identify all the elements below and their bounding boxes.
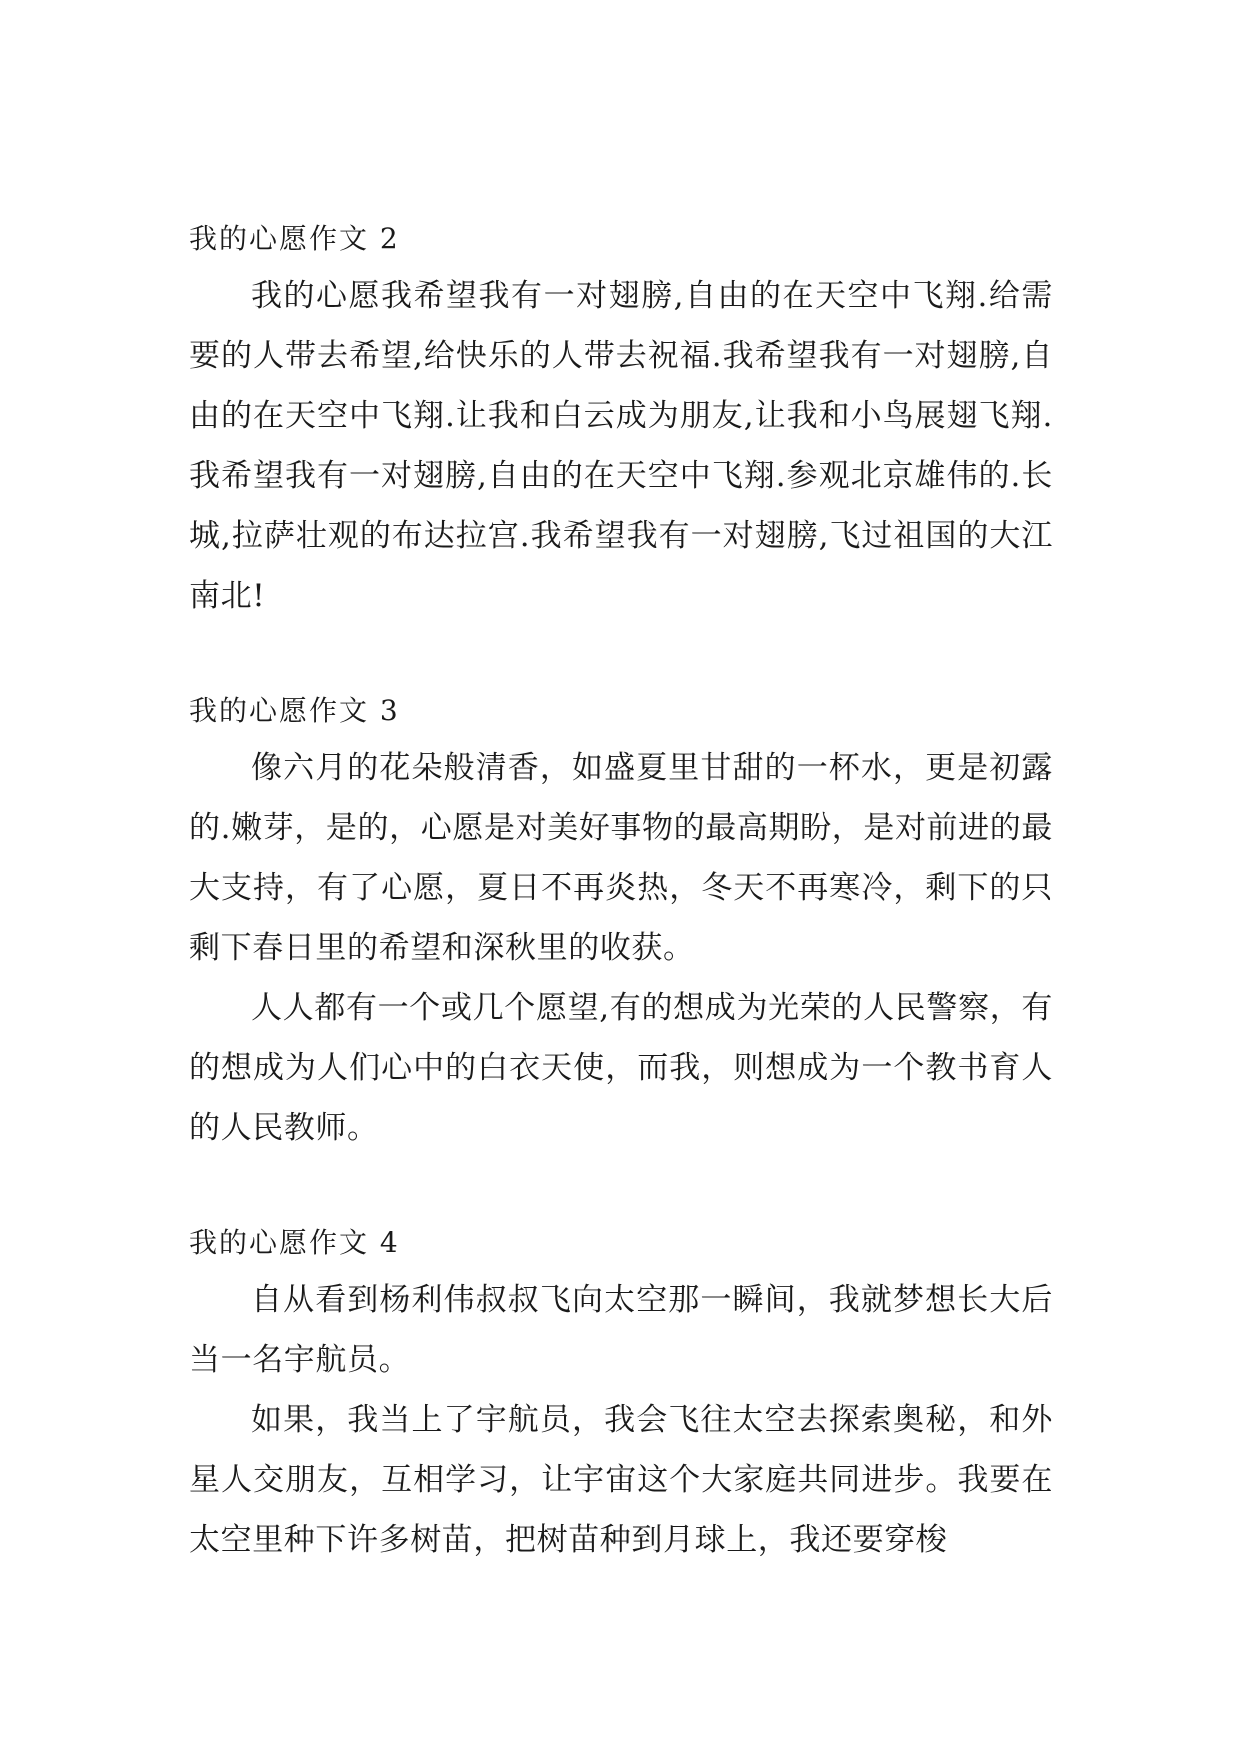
document-body xyxy=(189,212,1053,1628)
essay-title: 我的心愿作文 3 xyxy=(189,694,400,727)
essay-paragraph: 如果，我当上了宇航员，我会飞往太空去探索奥秘，和外星人交朋友，互相学习，让宇宙这个大家庭共同进步。我要在太空里种下许多树苗，把树苗种到月球上，我还要穿梭 xyxy=(189,1402,1053,1558)
essay-section-4 xyxy=(189,1216,1053,1570)
essay-section-3 xyxy=(189,684,1053,1158)
essay-section-2 xyxy=(189,212,1053,626)
essay-title: 我的心愿作文 2 xyxy=(189,222,400,255)
essay-paragraph: 我的心愿我希望我有一对翅膀,自由的在天空中飞翔.给需要的人带去希望,给快乐的人带去祝福.我希望我有一对翅膀,自由的在天空中飞翔.让我和白云成为朋友,让我和小鸟展翅飞翔.我希望我有一对翅膀,自由的在天空中飞翔.参观北京雄伟的.长城,拉萨壮观的布达拉宫.我希望我有一对翅膀,飞过祖国的大江南北! xyxy=(189,278,1053,614)
essay-paragraph: 自从看到杨利伟叔叔飞向太空那一瞬间，我就梦想长大后当一名宇航员。 xyxy=(189,1282,1053,1378)
essay-paragraph: 像六月的花朵般清香，如盛夏里甘甜的一杯水，更是初露的.嫩芽，是的，心愿是对美好事物的最高期盼，是对前进的最大支持，有了心愿，夏日不再炎热，冬天不再寒冷，剩下的只剩下春日里的希望和深秋里的收获。 xyxy=(189,750,1053,966)
essay-title: 我的心愿作文 4 xyxy=(189,1226,400,1259)
essay-paragraph: 人人都有一个或几个愿望,有的想成为光荣的人民警察，有的想成为人们心中的白衣天使，而我，则想成为一个教书育人的人民教师。 xyxy=(189,990,1053,1146)
